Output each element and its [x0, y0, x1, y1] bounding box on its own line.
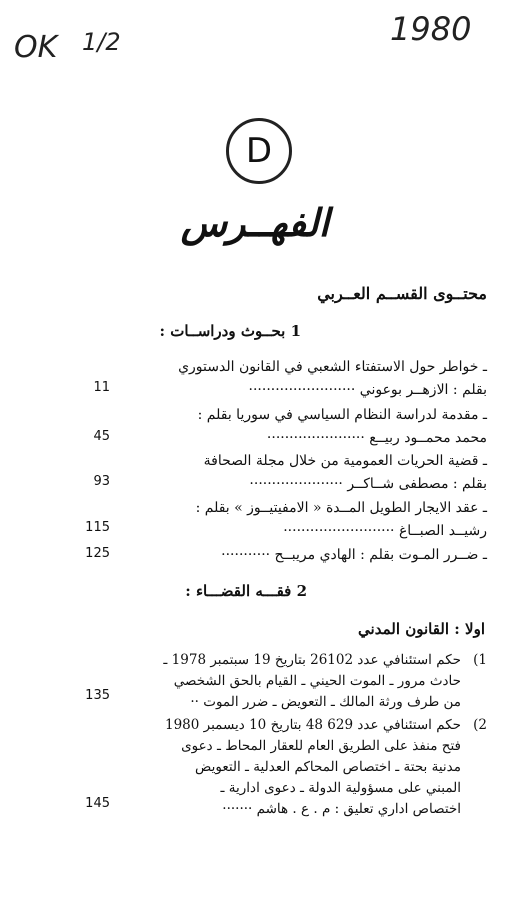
judgment-page-number: 135	[85, 688, 110, 703]
toc-page-number: 11	[93, 380, 110, 395]
handwritten-fraction-mark: 1/2	[82, 28, 121, 56]
toc-page-number: 115	[85, 520, 110, 535]
judgment-line: من طرف ورثة المالك ـ التعويض ـ ضرر الموت ··	[190, 694, 461, 710]
sub-heading-research: 1 بحــوث ودراســات :	[159, 322, 301, 340]
sub-heading-civil-law: اولا : القانون المدني	[358, 620, 485, 638]
judgment-number: 2)	[473, 717, 487, 733]
sub-heading-jurisprudence: 2 فقـــه القضـــاء :	[185, 582, 307, 600]
toc-entry	[67, 497, 487, 543]
circled-d-logo	[226, 118, 292, 184]
toc-entry-title: ـ ضــرر المـوت بقلم : الهادي مريبــح ···········	[221, 547, 487, 563]
toc-entry-author: محمد محمــود ربيــع ······················	[266, 430, 487, 446]
toc-entry-author: رشيــد الصبــاغ ·························	[283, 523, 487, 539]
toc-entry-title: ـ مقدمة لدراسة النظام السياسي في سوريا بقلم :	[197, 407, 487, 423]
toc-entry	[67, 544, 487, 567]
toc-page-number: 93	[93, 474, 110, 489]
section-heading: محتــوى القســم العــربي	[317, 284, 487, 303]
toc-entry	[67, 356, 487, 402]
toc-entry-author: بقلم : الازهــر بوعوني ························	[248, 382, 487, 398]
judgment-line: حكم استئنافي عدد 26102 بتاريخ 19 سبتمبر 1978 ـ	[163, 652, 461, 668]
logo-letter: D	[245, 131, 273, 171]
judgment-line: فتح منفذ على الطريق العام للعقار المحاط ـ دعوى	[181, 738, 461, 754]
handwritten-year-mark: 1980	[390, 10, 472, 48]
toc-entry-title: ـ خواطر حول الاستفتاء الشعبي في القانون الدستوري	[178, 359, 487, 375]
judgment-number: 1)	[473, 652, 487, 668]
judgment-line: حادث مرور ـ الموت الحيني ـ القيام بالحق الشخصي	[173, 673, 461, 689]
toc-page-number: 125	[85, 546, 110, 561]
toc-page-number: 45	[93, 429, 110, 444]
judgment-line: اختصاص اداري تعليق : م . ع . هاشم ·······	[222, 801, 461, 817]
toc-entry-author: بقلم : مصطفى شــاكــر ·····················	[249, 476, 487, 492]
toc-entry-title: ـ قضية الحريات العمومية من خلال مجلة الصحافة	[203, 453, 487, 469]
judgment-entry	[17, 650, 487, 713]
handwritten-ok-mark: OK	[14, 30, 58, 65]
toc-entry	[67, 404, 487, 450]
toc-entry	[67, 450, 487, 496]
judgment-line: حكم استئنافي عدد 629 48 بتاريخ 10 ديسمبر 1980	[165, 717, 461, 733]
judgment-line: مدنية بحتة ـ اختصاص المحاكم العدلية ـ التعويض	[195, 759, 461, 775]
judgment-line: المبني على مسؤولية الدولة ـ دعوى ادارية ـ	[220, 780, 461, 796]
page-title: الفهــرس	[180, 200, 330, 245]
toc-entry-title: ـ عقد الايجار الطويل المــدة « الامفيتيــوز » بقلم :	[195, 500, 487, 516]
judgment-page-number: 145	[85, 796, 110, 811]
